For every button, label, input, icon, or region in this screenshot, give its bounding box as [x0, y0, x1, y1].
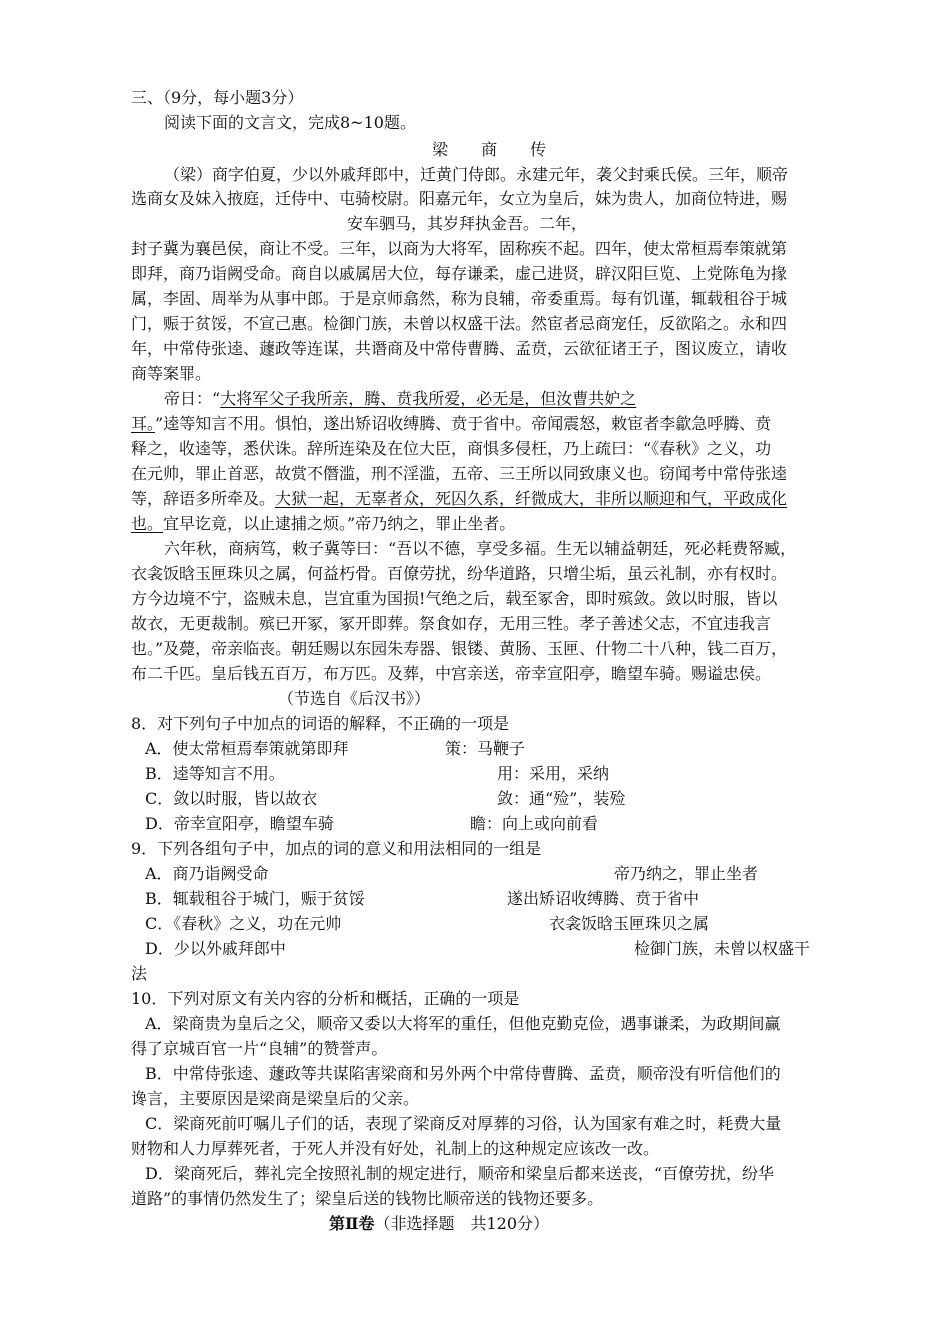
q9-option-c-right: 衣衾饭晗玉匣珠贝之属 [549, 914, 710, 933]
article-line [131, 411, 771, 436]
question-10-stem: 10．下列对原文有关内容的分析和概括，正确的一项是 [131, 989, 520, 1008]
q10-option-b-cont: 谗言，主要原因是梁商是梁皇后的父亲。 [131, 1089, 420, 1108]
article-line: 衣衾饭晗玉匣珠贝之属，何益朽骨。百僚劳扰，纷华道路，只增尘垢，虽云礼制，亦有权时。 [131, 564, 788, 583]
part-2-label: 第Ⅱ卷 [329, 1214, 375, 1233]
article-line: 封子冀为襄邑侯，商让不受。三年，以商为大将军，固称疾不起。四年，使太常桓焉奉策就第 [131, 239, 788, 258]
q9-option-a-left: A．商乃诣阙受命 [145, 864, 269, 883]
q9-option-b-left: B．辄载租谷于城门，赈于贫馁 [145, 889, 365, 908]
q10-option-d-cont: 道路”的事情仍然发生了；梁皇后送的钱物比顺帝送的钱物还要多。 [131, 1189, 604, 1208]
q9-option-c-left: C．《春秋》之义，功在元帅 [145, 914, 342, 933]
article-text: 等，辞语多所牵及。 [131, 489, 276, 508]
q10-option-a: A．梁商贵为皇后之父，顺帝又委以大将军的重任，但他克勤克俭，遇事谦柔，为政期间赢 [145, 1014, 781, 1033]
article-text: 宜早讫竟，以止逮捕之烦。”帝乃纳之，罪止坐者。 [163, 514, 516, 533]
part-2-subtitle: （非选择题 共120分） [374, 1214, 550, 1233]
underlined-sentence-end: 也。 [131, 514, 164, 533]
q9-option-d-right: 检御门族，未曾以权盛干 [634, 939, 811, 958]
article-line: 安车驷马，其岁拜执金吾。二年， [347, 214, 588, 233]
article-text: ”逵等知言不用。惧怕，遂出矫诏收缚腾、贲于省中。帝闻震怒，敕宦者李歙急呼腾、贲 [155, 414, 772, 433]
article-title: 梁 商 传 [432, 140, 561, 159]
quote-prefix: 帝日：“ [164, 389, 221, 408]
q10-option-c: C．梁商死前叮嘱儿子们的话，表现了梁商反对厚葬的习俗，认为国家有难之时，耗费大量 [145, 1114, 782, 1133]
article-line [131, 511, 515, 536]
article-line: 即拜，商乃诣阙受命。商自以戚属居大位，每存谦柔，虚己进贤，辟汉阳巨览、上党陈龟为掾 [131, 264, 788, 283]
q10-option-b: B．中常侍张逵、蘧政等共谋陷害梁商和另外两个中常侍曹腾、孟贲，顺帝没有听信他们的 [145, 1064, 781, 1083]
article-line: 也。”及薨，帝亲临丧。朝廷赐以东园朱寿器、银镂、黄肠、玉匣、什物二十八种，钱二百万， [131, 639, 788, 658]
section-header: 三、（9分，每小题3分） [131, 88, 304, 107]
article-line: 故衣，无更裁制。殡已开冢，冢开即葬。祭食如存，无用三牲。孝子善述父志，不宜违我言 [131, 614, 772, 633]
q8-option-c: C．敛以时服，皆以故衣 [145, 789, 318, 808]
q10-option-d: D．梁商死后，葬礼完全按照礼制的规定进行，顺帝和梁皇后都来送丧，“百僚劳扰，纷华 [145, 1164, 775, 1183]
article-line: 属，李固、周举为从事中郎。于是京师翕然，称为良辅，帝委重焉。每有饥谨，辄载租谷于城 [131, 289, 788, 308]
article-line: 商等案罪。 [131, 364, 212, 383]
q8-option-a: A．使太常桓焉奉策就第即拜 [145, 739, 349, 758]
question-9-stem: 9．下列各组句子中，加点的词的意义和用法相同的一组是 [131, 839, 542, 858]
article-line: 方今边境不宁，盗贼未息，岂宜重为国损!气绝之后，载至冢舍，即时殡敛。敛以时服，皆以 [131, 589, 778, 608]
underlined-sentence-end: 耳。 [131, 414, 156, 433]
q8-option-a-gloss: 策：马鞭子 [445, 739, 526, 758]
part-2-heading [329, 1211, 549, 1236]
article-line: （梁）商字伯夏，少以外戚拜郎中，迁黄门侍郎。永建元年，袭父封乘氏侯。三年，顺帝 [164, 165, 789, 184]
q9-option-d-left: D．少以外戚拜郎中 [145, 939, 286, 958]
q10-option-a-cont: 得了京城百官一片“良辅”的赞誉声。 [131, 1039, 388, 1058]
underlined-sentence: 大狱一起，无辜者众，死囚久系，纤微成大，非所以顺迎和气，平政成化 [275, 489, 788, 508]
q8-option-d: D．帝幸宣阳亭，瞻望车骑 [145, 814, 334, 833]
article-line: 门，赈于贫馁，不宣己惠。检御门族，未曾以权盛干法。然宦者忌商宠任，反欲陷之。永和四 [131, 314, 788, 333]
article-line [131, 486, 787, 511]
q8-option-b-gloss: 用：采用，采纳 [497, 764, 610, 783]
q10-option-c-cont: 财物和人力厚葬死者，于死人并没有好处，礼制上的这种规定应该改一改。 [131, 1139, 660, 1158]
q8-option-b: B．逵等知言不用。 [145, 764, 285, 783]
question-8-stem: 8．对下列句子中加点的词语的解释，不正确的一项是 [131, 714, 510, 733]
q9-option-d-wrap: 法 [131, 964, 148, 983]
article-source: （节选自《后汉书》） [278, 689, 431, 708]
article-line: 释之，收逵等，悉伏诛。辞所连染及在位大臣，商惧多侵枉，乃上疏曰：“《春秋》之义，功 [131, 439, 772, 458]
article-line: 六年秋，商病笃，敕子冀等曰：“吾以不德，享受多福。生无以辅益朝廷，死必耗费帑臧， [164, 539, 797, 558]
article-line: 在元帅，罪止首恶，故赏不僭滥，刑不淫滥，五帝、三王所以同致康义也。窃闻考中常侍张逵 [131, 464, 788, 483]
q9-option-a-right: 帝乃纳之，罪止坐者 [614, 864, 759, 883]
article-line: 选商女及妹入掖庭，迁侍中、屯骑校尉。阳嘉元年，女立为皇后，妹为贵人，加商位特进，赐 [131, 189, 788, 208]
q8-option-c-gloss: 敛：通“殓”，装殓 [497, 789, 626, 808]
q9-option-b-right: 遂出矫诏收缚腾、贲于省中 [507, 889, 700, 908]
q8-option-d-gloss: 瞻：向上或向前看 [470, 814, 599, 833]
instruction: 阅读下面的文言文，完成8~10题。 [164, 113, 416, 132]
article-line: 年，中常侍张逵、蘧政等连谋，共谮商及中常侍曹腾、孟贲，云欲征诸王子，图议废立，请收 [131, 339, 788, 358]
article-line: 布二千匹。皇后钱五百万，布万匹。及葬，中宫亲送，帝幸宣阳亭，瞻望车骑。赐谥忠侯。 [131, 664, 772, 683]
article-line [164, 386, 636, 411]
underlined-sentence: 大将军父子我所亲，腾、贲我所爱，必无是，但汝曹共妒之 [220, 389, 637, 408]
